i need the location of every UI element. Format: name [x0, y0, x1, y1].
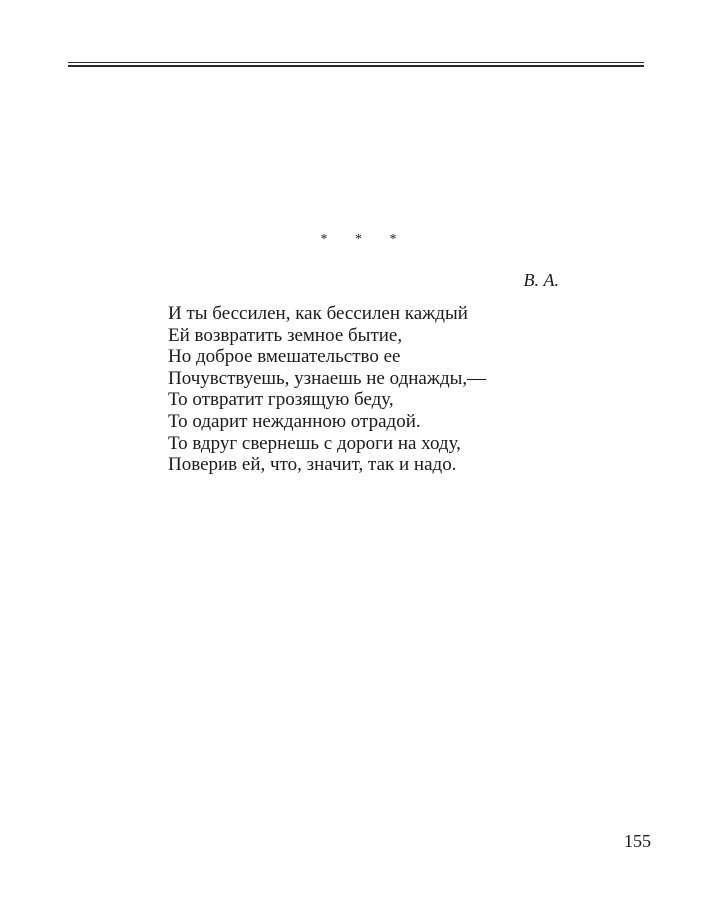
poem-line: То отвратит грозящую беду, [168, 389, 394, 411]
header-rule [68, 62, 644, 67]
poem-line: Но доброе вмешательство ее [168, 346, 401, 368]
poem-author: В. А. [523, 270, 559, 290]
poem-line: То вдруг свернешь с дороги на ходу, [168, 432, 461, 454]
poem-line: Почувствуешь, узнаешь не однажды,— [168, 367, 487, 389]
page-number: 155 [624, 831, 651, 851]
poem-text [168, 303, 486, 476]
section-asterism: * * * [320, 232, 409, 247]
poem-line: И ты бессилен, как бессилен каждый [168, 303, 468, 324]
poem-line: То одарит нежданною отрадой. [168, 410, 421, 432]
poem-line: Ей возвратить земное бытие, [168, 324, 403, 346]
poem-line: Поверив ей, что, значит, так и надо. [168, 454, 457, 476]
